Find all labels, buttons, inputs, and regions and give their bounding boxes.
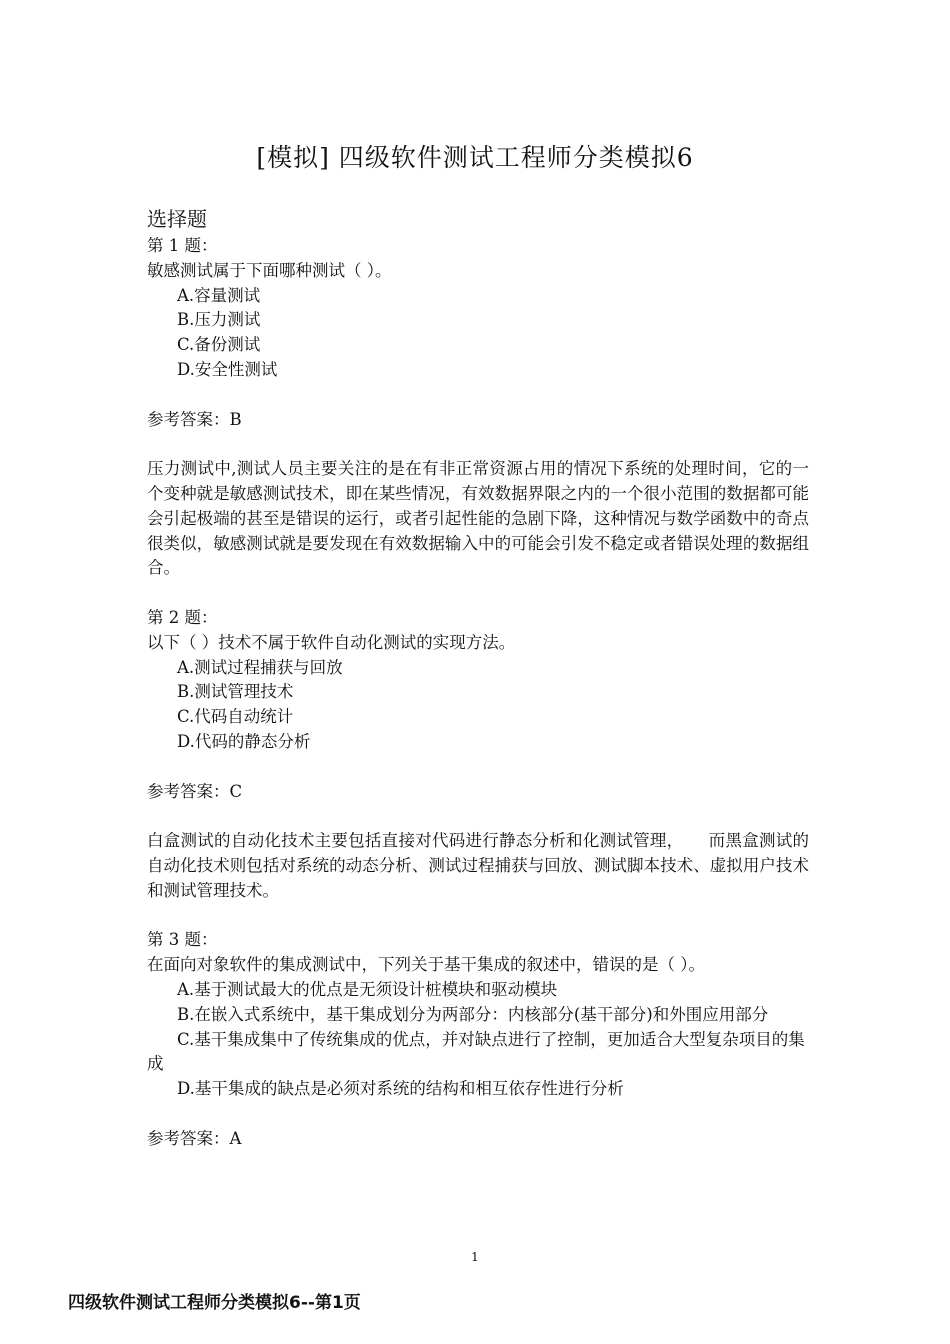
section-title: 选择题 <box>147 207 207 231</box>
option-b: B.压力测试 <box>177 310 261 330</box>
document-body <box>147 234 809 1151</box>
option-a: A.测试过程捕获与回放 <box>177 657 343 677</box>
page-footer: 四级软件测试工程师分类模拟6--第1页 <box>68 1293 361 1313</box>
option-b: B.测试管理技术 <box>177 682 294 702</box>
option-b: B.在嵌入式系统中，基干集成划分为两部分：内核部分(基干部分)和外围应用部分 <box>177 1004 769 1024</box>
question-stem: 以下（ ）技术不属于软件自动化测试的实现方法。 <box>147 632 516 652</box>
question-stem: 在面向对象软件的集成测试中，下列关于基干集成的叙述中，错误的是（ ）。 <box>147 955 705 975</box>
explanation: 白盒测试的自动化技术主要包括直接对代码进行静态分析和化测试管理， 而黑盒测试的自动化技术则包括对系统的动态分析、测试过程捕获与回放、测试脚本技术、虚拟用户技术和测试管理技术。 <box>147 831 809 900</box>
option-c: C.代码自动统计 <box>177 707 294 727</box>
option-a: A.容量测试 <box>177 285 261 305</box>
page-number: 1 <box>471 1250 479 1264</box>
document-title: [模拟] 四级软件测试工程师分类模拟6 <box>256 143 694 172</box>
answer: 参考答案：B <box>147 409 242 429</box>
question-number: 第 1 题： <box>147 236 218 255</box>
question-number: 第 2 题： <box>147 607 218 627</box>
option-d: D.代码的静态分析 <box>177 731 311 751</box>
question-number: 第 3 题： <box>147 930 218 950</box>
question-stem: 敏感测试属于下面哪种测试（ ）。 <box>147 260 392 280</box>
answer: 参考答案：A <box>147 1128 242 1148</box>
option-d: D.安全性测试 <box>177 359 278 379</box>
option-d: D.基干集成的缺点是必须对系统的结构和相互依存性进行分析 <box>177 1079 624 1099</box>
option-c: C.备份测试 <box>177 335 261 355</box>
option-a: A.基于测试最大的优点是无须设计桩模块和驱动模块 <box>177 979 558 999</box>
explanation: 压力测试中,测试人员主要关注的是在有非正常资源占用的情况下系统的处理时间，它的一个变种就是敏感测试技术，即在某些情况，有效数据界限之内的一个很小范围的数据都可能会引起极端的甚至是错误的运行，或者引起性能的急剧下降，这种情况与数学函数中的奇点很类似，敏感测试就是要发现在有效数据输入中的可能会引发不稳定或者错误处理的数据组合。 <box>147 459 809 578</box>
option-c: C.基干集成集中了传统集成的优点，并对缺点进行了控制，更加适合大型复杂项目的集成 <box>147 1029 805 1074</box>
answer: 参考答案：C <box>147 781 243 801</box>
